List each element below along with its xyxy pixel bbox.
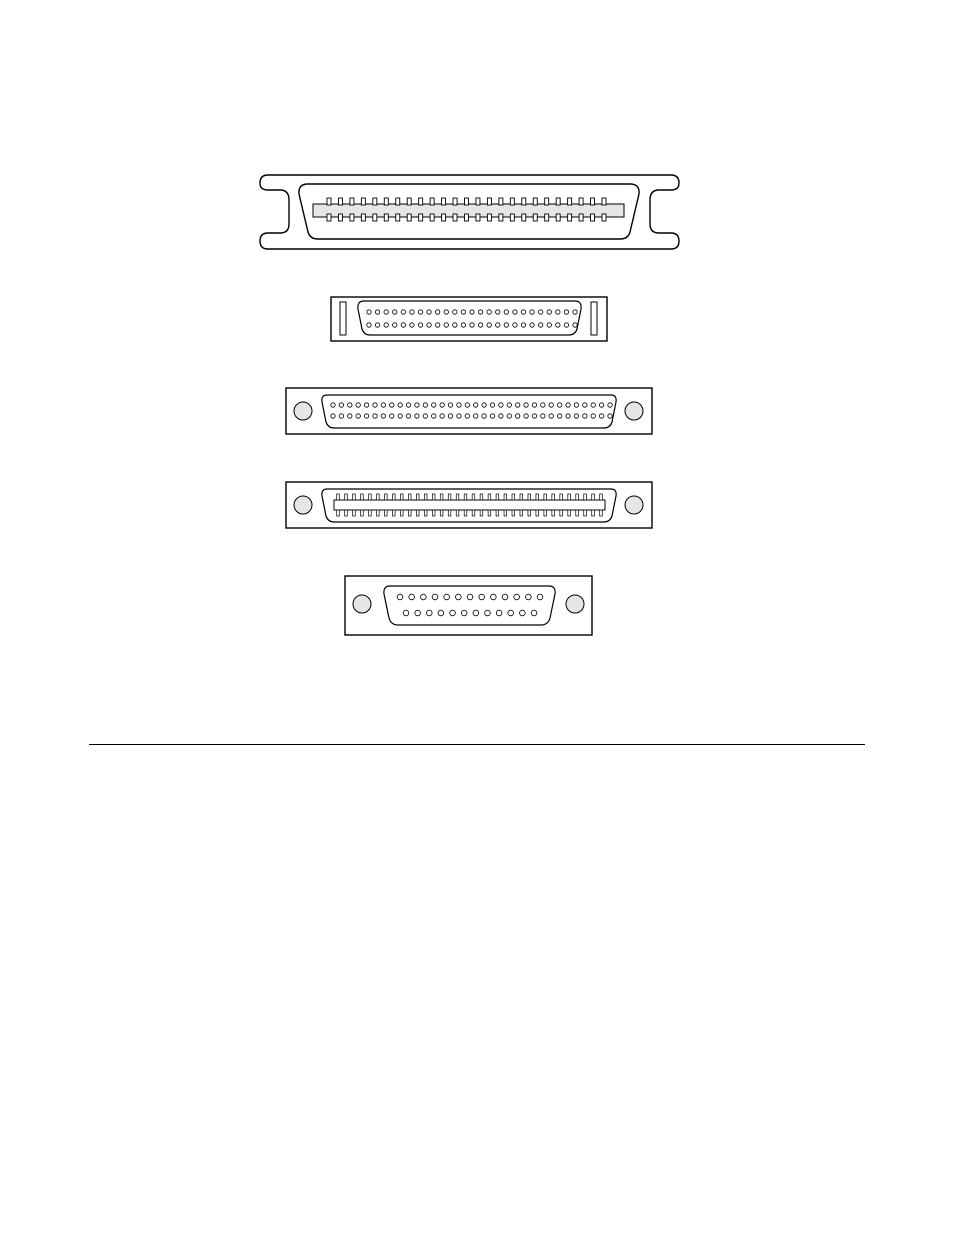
hd68-pin <box>524 403 528 407</box>
vhdci68-pin <box>392 510 395 516</box>
vhdci68-pin <box>552 510 555 516</box>
hd68-pin <box>515 403 519 407</box>
vhdci68-pin <box>576 510 579 516</box>
db25-pin <box>397 594 403 600</box>
hd50-pin <box>496 310 500 314</box>
hd68-pin <box>473 403 477 407</box>
hd68-pin <box>541 414 545 418</box>
vhdci68-pin <box>337 510 340 516</box>
hd68-pin <box>398 414 402 418</box>
vhdci68-pin <box>345 494 348 500</box>
vhdci68-pin <box>560 494 563 500</box>
vhdci68-pin <box>592 494 595 500</box>
hd68-pin <box>457 414 461 418</box>
hd68-pin <box>356 414 360 418</box>
centronics-pin <box>419 198 423 205</box>
db25-pin <box>467 594 473 600</box>
centronics-pin <box>568 214 572 221</box>
vhdci68-pin <box>584 510 587 516</box>
centronics-pin <box>591 198 595 205</box>
hd68-pin <box>541 403 545 407</box>
centronics-pin <box>579 214 583 221</box>
vhdci68-pin <box>416 494 419 500</box>
hd68-pin <box>557 414 561 418</box>
centronics-pin <box>510 214 514 221</box>
vhdci68-pin <box>416 510 419 516</box>
vhdci68-pin <box>385 510 388 516</box>
vhdci68-pin <box>496 494 499 500</box>
hd50-pin <box>418 323 422 327</box>
vhdci68-pin <box>440 494 443 500</box>
hd50-pin <box>470 310 474 314</box>
db25-pin <box>409 594 415 600</box>
hd68-pin <box>423 403 427 407</box>
hd68-pin <box>608 414 612 418</box>
vhdci68-pin <box>552 494 555 500</box>
centronics-pin <box>476 198 480 205</box>
centronics-pin <box>350 214 354 221</box>
centronics-pin <box>465 214 469 221</box>
hd68-pin <box>348 403 352 407</box>
hd50-pin <box>504 310 508 314</box>
db25-pin <box>502 594 508 600</box>
db25-pin <box>491 594 497 600</box>
vhdci68-pin <box>520 494 523 500</box>
db25-screw-right <box>566 595 584 613</box>
centronics-pin <box>384 198 388 205</box>
hd68-pin <box>448 403 452 407</box>
hd50-pin <box>453 310 457 314</box>
centronics-pin <box>465 198 469 205</box>
vhdci68-pin <box>512 494 515 500</box>
hd50-pin <box>410 310 414 314</box>
centronics-pin <box>430 214 434 221</box>
hd50-pin <box>461 323 465 327</box>
vhdci68-pin <box>337 494 340 500</box>
db25-pin <box>415 610 421 616</box>
hd50-pin <box>538 323 542 327</box>
hd68-pin <box>499 414 503 418</box>
centronics-pin <box>407 198 411 205</box>
hd50-pin <box>564 310 568 314</box>
hd50-pin <box>435 323 439 327</box>
db25-pin <box>403 610 409 616</box>
hd50-pin <box>573 310 577 314</box>
vhdci68-pin <box>448 510 451 516</box>
vhdci68-screw-right <box>625 496 643 514</box>
vhdci68-pin <box>568 494 571 500</box>
vhdci68-pin <box>600 494 603 500</box>
centronics-pin <box>407 214 411 221</box>
hd50-pin <box>547 310 551 314</box>
hd68-pin <box>440 414 444 418</box>
hd68-pin <box>331 403 335 407</box>
hd50-pin <box>530 310 534 314</box>
hd68-pin <box>390 403 394 407</box>
hd68-pin <box>482 414 486 418</box>
hd50-pin <box>538 310 542 314</box>
vhdci68-pin <box>432 510 435 516</box>
hd50-pin <box>478 310 482 314</box>
vhdci68-pin <box>504 510 507 516</box>
hd50-trapezoid <box>358 301 581 335</box>
hd68-pin <box>331 414 335 418</box>
hd50-pin <box>470 323 474 327</box>
hd68-pin <box>499 403 503 407</box>
page-divider-rule <box>89 744 865 745</box>
hd50-pin <box>521 323 525 327</box>
vhdci68-pin <box>472 494 475 500</box>
centronics-pin <box>373 198 377 205</box>
centronics-pin <box>384 214 388 221</box>
centronics-pin <box>476 214 480 221</box>
hd68-pin <box>339 403 343 407</box>
db25-pin <box>514 594 520 600</box>
hd50-pin <box>478 323 482 327</box>
centronics-pin <box>499 198 503 205</box>
hd68-pin <box>473 414 477 418</box>
centronics-pin <box>522 214 526 221</box>
db25-pin <box>432 594 438 600</box>
db25-pin <box>421 594 427 600</box>
hd68-pin <box>507 403 511 407</box>
hd68-pin <box>381 414 385 418</box>
hd68-pin <box>608 403 612 407</box>
hd68-pin <box>490 414 494 418</box>
vhdci68-pin <box>488 494 491 500</box>
hd68-pin <box>440 403 444 407</box>
centronics-pin <box>338 214 342 221</box>
hd68-pin <box>599 403 603 407</box>
hd50-pin <box>367 310 371 314</box>
vhdci68-pin <box>361 510 364 516</box>
centronics-pin <box>442 198 446 205</box>
vhdci68-pin <box>464 510 467 516</box>
vhdci68-pin <box>408 510 411 516</box>
hd68-pin <box>599 414 603 418</box>
hd68-pin <box>415 403 419 407</box>
centronics-pin <box>602 198 606 205</box>
hd68-pin <box>574 403 578 407</box>
vhdci68-pin <box>544 494 547 500</box>
centronics-pin <box>545 198 549 205</box>
hd50-pin <box>513 310 517 314</box>
hd68-pin <box>583 414 587 418</box>
vhdci68-pin <box>377 494 380 500</box>
hd68-pin <box>423 414 427 418</box>
vhdci68-pin <box>536 494 539 500</box>
hd68-pin <box>465 403 469 407</box>
vhdci68-pin <box>369 494 372 500</box>
vhdci68-pin <box>392 494 395 500</box>
hd50-pin <box>444 310 448 314</box>
vhdci68-screw-left <box>294 496 312 514</box>
vhdci68-pin <box>464 494 467 500</box>
hd50-pin <box>427 323 431 327</box>
centronics-pin <box>510 198 514 205</box>
vhdci68-pin <box>472 510 475 516</box>
centronics-50-connector <box>260 175 679 249</box>
hd68-pin <box>390 414 394 418</box>
hd68-pin <box>566 403 570 407</box>
vhdci68-pin <box>432 494 435 500</box>
centronics-pin <box>568 198 572 205</box>
vhdci68-pin <box>400 510 403 516</box>
hd68-pin <box>364 403 368 407</box>
db25-pin <box>537 594 543 600</box>
hd50-pin <box>556 323 560 327</box>
hd68-pin <box>583 403 587 407</box>
hd50-pin <box>367 323 371 327</box>
hd50-connector <box>331 297 607 341</box>
centronics-pin <box>499 214 503 221</box>
hd50-latch-left <box>340 302 346 335</box>
centronics-pin <box>556 198 560 205</box>
hd68-pin <box>507 414 511 418</box>
db25-trapezoid <box>384 586 555 625</box>
hd68-pin <box>432 403 436 407</box>
centronics-pin <box>327 214 331 221</box>
hd68-connector <box>286 388 652 434</box>
hd68-pin <box>348 414 352 418</box>
vhdci68-pin <box>361 494 364 500</box>
centronics-pin <box>487 214 491 221</box>
hd68-screw-right <box>625 402 643 420</box>
hd68-pin <box>482 403 486 407</box>
vhdci68-pin <box>424 494 427 500</box>
centronics-pin <box>361 198 365 205</box>
vhdci68-pin <box>440 510 443 516</box>
vhdci68-pin <box>400 494 403 500</box>
centronics-pin <box>602 214 606 221</box>
hd68-pin <box>457 403 461 407</box>
db25-connector <box>345 576 592 635</box>
hd50-pin <box>453 323 457 327</box>
vhdci68-pin <box>568 510 571 516</box>
hd50-pin <box>410 323 414 327</box>
centronics-pin <box>533 214 537 221</box>
hd68-pin <box>406 403 410 407</box>
hd50-pin <box>487 310 491 314</box>
hd50-pin <box>375 310 379 314</box>
db25-pin <box>450 610 456 616</box>
hd50-pin <box>427 310 431 314</box>
hd50-pin <box>530 323 534 327</box>
vhdci68-pin <box>353 510 356 516</box>
hd68-pin <box>566 414 570 418</box>
db25-pin <box>531 610 537 616</box>
centronics-pin <box>396 198 400 205</box>
hd68-pin <box>465 414 469 418</box>
db25-pin <box>444 594 450 600</box>
db25-pin <box>473 610 479 616</box>
hd68-pin <box>515 414 519 418</box>
hd50-pin <box>487 323 491 327</box>
centronics-pin <box>442 214 446 221</box>
hd68-pin <box>406 414 410 418</box>
vhdci68-pin <box>512 510 515 516</box>
vhdci68-pin <box>592 510 595 516</box>
db25-pin <box>456 594 462 600</box>
vhdci68-pin <box>560 510 563 516</box>
hd50-pin <box>513 323 517 327</box>
db25-pin <box>461 610 467 616</box>
db25-pin <box>520 610 526 616</box>
hd50-pin <box>444 323 448 327</box>
hd68-pin <box>574 414 578 418</box>
vhdci68-pin <box>353 494 356 500</box>
centronics-pin <box>556 214 560 221</box>
db25-pin <box>508 610 514 616</box>
vhdci68-pin <box>488 510 491 516</box>
vhdci68-pin <box>520 510 523 516</box>
hd68-pin <box>448 414 452 418</box>
centronics-pin <box>591 214 595 221</box>
hd68-screw-left <box>294 402 312 420</box>
hd68-pin <box>549 403 553 407</box>
hd68-pin <box>549 414 553 418</box>
db25-pin <box>426 610 432 616</box>
hd50-pin <box>504 323 508 327</box>
vhdci68-pin <box>528 494 531 500</box>
hd68-pin <box>524 414 528 418</box>
hd68-pin <box>364 414 368 418</box>
centronics-pin <box>338 198 342 205</box>
db25-pin <box>479 594 485 600</box>
vhdci68-pin <box>480 494 483 500</box>
hd50-pin <box>384 323 388 327</box>
hd50-pin <box>418 310 422 314</box>
hd68-pin <box>373 403 377 407</box>
hd68-pin <box>356 403 360 407</box>
hd68-pin <box>591 403 595 407</box>
vhdci68-pin <box>377 510 380 516</box>
hd68-trapezoid <box>322 395 616 428</box>
hd50-pin <box>401 323 405 327</box>
hd50-pin <box>461 310 465 314</box>
centronics-pin <box>373 214 377 221</box>
hd68-pin <box>532 414 536 418</box>
hd50-latch-right <box>591 302 597 335</box>
vhdci68-pin <box>448 494 451 500</box>
vhdci68-pin <box>408 494 411 500</box>
hd50-pin <box>375 323 379 327</box>
db25-pin <box>485 610 491 616</box>
hd50-pin <box>401 310 405 314</box>
centronics-pin <box>545 214 549 221</box>
centronics-pin <box>453 214 457 221</box>
centronics-pin <box>361 214 365 221</box>
centronics-pin <box>579 198 583 205</box>
db25-screw-left <box>353 595 371 613</box>
db25-pin <box>438 610 444 616</box>
hd50-pin <box>564 323 568 327</box>
vhdci68-pin <box>480 510 483 516</box>
hd68-pin <box>373 414 377 418</box>
hd50-pin <box>496 323 500 327</box>
centronics-pin <box>396 214 400 221</box>
centronics-pin <box>522 198 526 205</box>
centronics-pin <box>327 198 331 205</box>
vhdci68-pin <box>369 510 372 516</box>
centronics-pin <box>350 198 354 205</box>
hd68-pin <box>339 414 343 418</box>
vhdci68-pin <box>536 510 539 516</box>
vhdci68-pin <box>528 510 531 516</box>
hd68-pin <box>415 414 419 418</box>
centronics-pin <box>487 198 491 205</box>
hd50-pin <box>556 310 560 314</box>
hd68-pin <box>591 414 595 418</box>
hd50-pin <box>384 310 388 314</box>
vhdci68-pin <box>385 494 388 500</box>
vhdci68-pin <box>600 510 603 516</box>
vhdci68-pin <box>584 494 587 500</box>
vhdci68-connector <box>286 482 652 528</box>
db25-pin <box>496 610 502 616</box>
vhdci68-pin <box>576 494 579 500</box>
vhdci68-pin <box>504 494 507 500</box>
hd50-pin <box>521 310 525 314</box>
vhdci68-pin <box>456 510 459 516</box>
hd50-pin <box>393 323 397 327</box>
hd68-pin <box>381 403 385 407</box>
vhdci68-pin <box>456 494 459 500</box>
vhdci68-pin <box>496 510 499 516</box>
vhdci68-contact-bar <box>334 500 605 510</box>
vhdci68-pin <box>544 510 547 516</box>
vhdci68-pin <box>424 510 427 516</box>
hd68-pin <box>432 414 436 418</box>
hd68-pin <box>398 403 402 407</box>
hd50-pin <box>547 323 551 327</box>
centronics-pin <box>453 198 457 205</box>
hd50-pin <box>435 310 439 314</box>
vhdci68-pin <box>345 510 348 516</box>
hd68-pin <box>557 403 561 407</box>
db25-pin <box>526 594 532 600</box>
centronics-pin <box>419 214 423 221</box>
hd50-pin <box>573 323 577 327</box>
centronics-pin <box>430 198 434 205</box>
centronics-pin <box>533 198 537 205</box>
hd68-pin <box>532 403 536 407</box>
hd50-pin <box>393 310 397 314</box>
hd68-pin <box>490 403 494 407</box>
